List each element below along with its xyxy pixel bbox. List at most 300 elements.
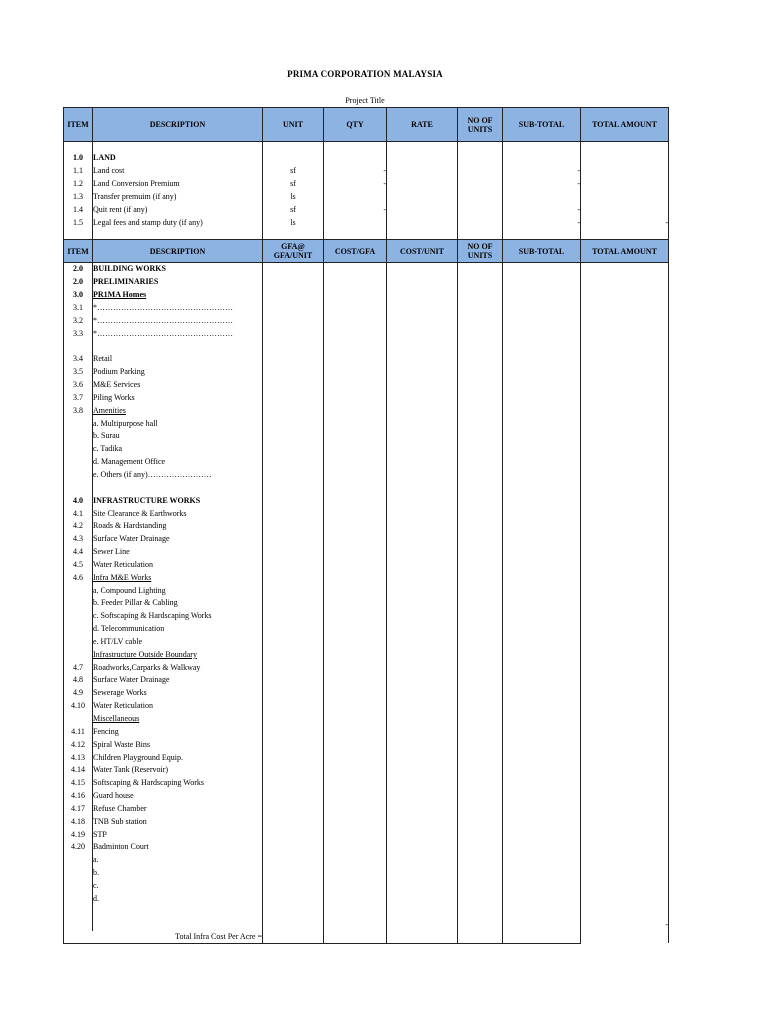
description-text: d. Management Office [93, 457, 166, 467]
subtotal-cell [503, 494, 581, 507]
table-row [64, 417, 669, 430]
total-cell [581, 546, 669, 559]
description-text: INFRASTRUCTURE WORKS [93, 495, 201, 505]
gfa-cell [263, 777, 324, 790]
empty-cell [387, 142, 458, 153]
gfa-cell [263, 623, 324, 636]
gfa-cell [263, 892, 324, 905]
table-row [64, 276, 669, 289]
item-number [64, 443, 93, 456]
cost-gfa-cell [324, 417, 387, 430]
item-number [64, 430, 93, 443]
unit-cell: sf [263, 203, 324, 216]
gfa-cell [263, 636, 324, 649]
table-row [64, 546, 669, 559]
units-cell [458, 494, 503, 507]
subtotal-cell [503, 456, 581, 469]
gfa-cell [263, 481, 324, 494]
total-cell [581, 191, 669, 204]
cost-unit-cell [387, 790, 458, 803]
item-number: 4.13 [64, 751, 93, 764]
item-number: 1.4 [64, 203, 93, 216]
table-row [64, 623, 669, 636]
item-description [93, 597, 263, 610]
item-description [93, 327, 263, 340]
item-description: Quit rent (if any) [93, 203, 263, 216]
units-cell [458, 636, 503, 649]
gfa-cell [263, 558, 324, 571]
subtotal-cell [503, 636, 581, 649]
item-description [93, 828, 263, 841]
empty-cell [503, 229, 581, 240]
qty-cell [324, 216, 387, 229]
table-row [64, 366, 669, 379]
total-cell [581, 302, 669, 315]
gfa-cell [263, 314, 324, 327]
item-number: 2.0 [64, 276, 93, 289]
cost-unit-cell [387, 841, 458, 854]
subtotal-cell [503, 725, 581, 738]
description-text: a. Compound Lighting [93, 585, 166, 595]
item-description: LAND [93, 152, 263, 165]
total-cell [581, 469, 669, 482]
table-row [64, 661, 669, 674]
total-cell [581, 392, 669, 405]
description-text: TNB Sub station [93, 816, 147, 826]
rate-cell [387, 191, 458, 204]
table-row [64, 152, 669, 165]
total-cell [581, 764, 669, 777]
item-description: Transfer premuim (if any) [93, 191, 263, 204]
cost-unit-cell [387, 571, 458, 584]
rate-cell [387, 152, 458, 165]
cost-unit-cell [387, 507, 458, 520]
table-row [64, 392, 669, 405]
table-row [64, 481, 669, 494]
description-text: Infrastructure Outside Boundary [93, 649, 197, 659]
cost-unit-cell [387, 751, 458, 764]
cost-unit-cell [387, 918, 458, 931]
item-number [64, 417, 93, 430]
description-text: PRELIMINARIES [93, 277, 159, 287]
empty-cell [458, 142, 503, 153]
gfa-cell [263, 494, 324, 507]
header-item: ITEM [64, 108, 93, 142]
header-unit: UNIT [263, 108, 324, 142]
cost-gfa-cell [324, 507, 387, 520]
table-row [64, 713, 669, 726]
subtotal-cell [503, 764, 581, 777]
item-description [93, 276, 263, 289]
total-cell [581, 880, 669, 893]
units-cell [458, 191, 503, 204]
document-title: PRIMA CORPORATION MALAYSIA [287, 69, 443, 79]
cost-unit-cell [387, 584, 458, 597]
gfa-cell [263, 725, 324, 738]
subtotal-cell [503, 289, 581, 302]
cost-unit-cell [387, 700, 458, 713]
qty-cell: - [324, 165, 387, 178]
subtotal-cell [503, 648, 581, 661]
subtotal-cell [503, 263, 581, 276]
item-number [64, 713, 93, 726]
total-cell [581, 314, 669, 327]
description-text: c. Tadika [93, 444, 123, 454]
item-description [93, 892, 263, 905]
total-cell [581, 178, 669, 191]
item-description [93, 456, 263, 469]
cost-unit-cell [387, 931, 458, 944]
item-description [93, 764, 263, 777]
description-text: e. Others (if any)…………………… [93, 469, 212, 479]
cost-gfa-cell [324, 700, 387, 713]
cost-gfa-cell [324, 918, 387, 931]
description-text: Infra M&E Works [93, 572, 152, 582]
qty-cell: - [324, 203, 387, 216]
cost-unit-cell [387, 404, 458, 417]
cost-gfa-cell [324, 520, 387, 533]
subtotal-cell [503, 191, 581, 204]
subtotal-cell [503, 327, 581, 340]
units-cell [458, 379, 503, 392]
cost-gfa-cell [324, 803, 387, 816]
cost-gfa-cell [324, 687, 387, 700]
gfa-cell [263, 546, 324, 559]
cost-gfa-cell [324, 340, 387, 353]
qty-cell: - [324, 178, 387, 191]
units-cell [458, 340, 503, 353]
item-description [93, 623, 263, 636]
table-row [64, 203, 669, 216]
unit-cell: ls [263, 191, 324, 204]
units-cell [458, 790, 503, 803]
item-number: 3.3 [64, 327, 93, 340]
subtotal-cell [503, 854, 581, 867]
total-cell [581, 276, 669, 289]
item-number: 4.7 [64, 661, 93, 674]
total-cell [581, 165, 669, 178]
total-cell [581, 892, 669, 905]
table-row [64, 918, 669, 931]
cost-gfa-cell [324, 533, 387, 546]
table-row [64, 828, 669, 841]
item-number: 4.2 [64, 520, 93, 533]
empty-cell [458, 229, 503, 240]
cost-gfa-cell [324, 648, 387, 661]
item-number [64, 340, 93, 353]
gfa-cell [263, 700, 324, 713]
unit-cell: sf [263, 165, 324, 178]
units-cell [458, 661, 503, 674]
item-description [93, 700, 263, 713]
table-row [64, 558, 669, 571]
item-description [93, 430, 263, 443]
units-cell [458, 353, 503, 366]
units-cell [458, 738, 503, 751]
total-cell [581, 713, 669, 726]
item-number: 4.9 [64, 687, 93, 700]
item-description [93, 674, 263, 687]
total-cell [581, 623, 669, 636]
gfa-cell [263, 340, 324, 353]
item-description [93, 481, 263, 494]
item-number: 4.1 [64, 507, 93, 520]
subtotal-cell [503, 790, 581, 803]
item-number: 3.5 [64, 366, 93, 379]
units-cell [458, 905, 503, 918]
item-description [93, 880, 263, 893]
cost-gfa-cell [324, 469, 387, 482]
table-row [64, 314, 669, 327]
cost-unit-cell [387, 764, 458, 777]
cost-gfa-cell [324, 636, 387, 649]
table-row [64, 597, 669, 610]
gfa-cell [263, 571, 324, 584]
total-cell [581, 661, 669, 674]
units-cell [458, 481, 503, 494]
cost-gfa-cell [324, 289, 387, 302]
cost-gfa-cell [324, 867, 387, 880]
description-text: a. [93, 855, 99, 865]
units-cell [458, 610, 503, 623]
table-row [64, 790, 669, 803]
description-text: b. Surau [93, 431, 120, 441]
cost-unit-cell [387, 558, 458, 571]
item-number [64, 905, 93, 918]
cost-gfa-cell [324, 623, 387, 636]
units-cell [458, 216, 503, 229]
description-text: d. Telecommunication [93, 624, 165, 634]
item-description [93, 443, 263, 456]
cost-gfa-cell [324, 314, 387, 327]
units-cell [458, 648, 503, 661]
subtotal-cell [503, 597, 581, 610]
item-number: 3.1 [64, 302, 93, 315]
total-cell [581, 738, 669, 751]
cost-unit-cell [387, 366, 458, 379]
item-number: 4.18 [64, 815, 93, 828]
item-number: 3.8 [64, 404, 93, 417]
item-description [93, 353, 263, 366]
header-row [64, 240, 669, 263]
item-number: 3.7 [64, 392, 93, 405]
cost-gfa-cell [324, 610, 387, 623]
item-description: Land Conversion Premium [93, 178, 263, 191]
description-text: Sewerage Works [93, 688, 147, 698]
item-description [93, 289, 263, 302]
total-cell [581, 777, 669, 790]
cost-unit-cell [387, 597, 458, 610]
header-sub-total: SUB-TOTAL [503, 108, 581, 142]
cost-gfa-cell [324, 661, 387, 674]
table-row [64, 216, 669, 229]
units-cell [458, 203, 503, 216]
units-cell [458, 713, 503, 726]
gfa-cell [263, 905, 324, 918]
units-cell [458, 520, 503, 533]
subtotal-cell [503, 558, 581, 571]
cost-unit-cell [387, 302, 458, 315]
subtotal-cell [503, 379, 581, 392]
cost-unit-cell [387, 687, 458, 700]
item-description [93, 713, 263, 726]
cost-unit-cell [387, 456, 458, 469]
description-text: Children Playground Equip. [93, 752, 183, 762]
subtotal-cell [503, 417, 581, 430]
table-row [64, 379, 669, 392]
cost-gfa-cell [324, 571, 387, 584]
cost-unit-cell [387, 892, 458, 905]
item-description [93, 905, 263, 918]
cost-gfa-cell [324, 327, 387, 340]
cost-unit-cell [387, 674, 458, 687]
description-text: Roads & Hardstanding [93, 521, 167, 531]
item-description [93, 854, 263, 867]
item-description [93, 314, 263, 327]
subtotal-cell [503, 892, 581, 905]
subtotal-cell: - [503, 203, 581, 216]
gfa-cell [263, 738, 324, 751]
item-description [93, 546, 263, 559]
subtotal-cell [503, 584, 581, 597]
description-text: e. HT/LV cable [93, 636, 143, 646]
total-cell: - [581, 216, 669, 229]
item-description [93, 417, 263, 430]
description-text: b. Feeder Pillar & Cabling [93, 598, 178, 608]
description-text: Podium Parking [93, 367, 145, 377]
gfa-cell [263, 404, 324, 417]
item-number: 4.12 [64, 738, 93, 751]
item-number [64, 636, 93, 649]
units-cell [458, 854, 503, 867]
gfa-cell [263, 392, 324, 405]
subtotal-cell: - [503, 216, 581, 229]
item-number: 4.6 [64, 571, 93, 584]
total-cell [581, 289, 669, 302]
cost-unit-cell [387, 314, 458, 327]
total-cell [581, 841, 669, 854]
total-cell [581, 674, 669, 687]
subtotal-cell [503, 571, 581, 584]
cost-unit-cell [387, 520, 458, 533]
cost-gfa-cell [324, 584, 387, 597]
gfa-cell [263, 854, 324, 867]
item-description [93, 558, 263, 571]
header-row [64, 108, 669, 142]
subtotal-cell [503, 366, 581, 379]
units-cell [458, 571, 503, 584]
units-cell [458, 725, 503, 738]
units-cell [458, 584, 503, 597]
table-row [64, 302, 669, 315]
cost-unit-cell [387, 713, 458, 726]
units-cell [458, 507, 503, 520]
item-description [93, 841, 263, 854]
cost-unit-cell [387, 443, 458, 456]
subtotal-cell [503, 803, 581, 816]
header-unit: GFA@ GFA/UNIT [263, 240, 324, 263]
units-cell [458, 867, 503, 880]
gfa-cell [263, 443, 324, 456]
table-row [64, 340, 669, 353]
item-number: 1.2 [64, 178, 93, 191]
units-cell [458, 880, 503, 893]
unit-cell: sf [263, 178, 324, 191]
item-number: 4.20 [64, 841, 93, 854]
subtotal-cell [503, 302, 581, 315]
units-cell [458, 456, 503, 469]
empty-cell [263, 142, 324, 153]
cost-gfa-cell [324, 443, 387, 456]
item-description [93, 379, 263, 392]
total-cell [581, 327, 669, 340]
table-row [64, 469, 669, 482]
description-text: Water Reticulation [93, 559, 153, 569]
item-description [93, 520, 263, 533]
subtotal-cell [503, 674, 581, 687]
gfa-cell [263, 803, 324, 816]
description-text: Badminton Court [93, 842, 149, 852]
total-cell [581, 854, 669, 867]
cost-unit-cell [387, 725, 458, 738]
cost-gfa-cell [324, 546, 387, 559]
table-row [64, 520, 669, 533]
item-description: Land cost [93, 165, 263, 178]
subtotal-cell: - [503, 165, 581, 178]
total-cell [581, 648, 669, 661]
total-cell [581, 443, 669, 456]
spacer-row [64, 229, 669, 240]
cost-gfa-cell [324, 777, 387, 790]
empty-cell [387, 229, 458, 240]
total-cell [581, 867, 669, 880]
item-description [93, 725, 263, 738]
cost-gfa-cell [324, 725, 387, 738]
total-cell [581, 700, 669, 713]
subtotal-cell [503, 905, 581, 918]
cost-unit-cell [387, 636, 458, 649]
description-text: b. [93, 868, 99, 878]
cost-gfa-cell [324, 764, 387, 777]
subtotal-cell [503, 931, 581, 944]
units-cell [458, 404, 503, 417]
units-cell [458, 815, 503, 828]
item-number: 4.4 [64, 546, 93, 559]
item-number: 3.4 [64, 353, 93, 366]
subtotal-cell [503, 353, 581, 366]
item-number: 1.5 [64, 216, 93, 229]
units-cell [458, 392, 503, 405]
item-description [93, 648, 263, 661]
empty-cell [324, 229, 387, 240]
item-description [93, 636, 263, 649]
cost-gfa-cell [324, 880, 387, 893]
subtotal-cell [503, 661, 581, 674]
header-description: DESCRIPTION [93, 240, 263, 263]
cost-gfa-cell [324, 905, 387, 918]
empty-cell [64, 229, 93, 240]
subtotal-cell [503, 751, 581, 764]
gfa-cell [263, 687, 324, 700]
total-cell [581, 815, 669, 828]
item-number: 3.0 [64, 289, 93, 302]
table-row [64, 571, 669, 584]
empty-cell [93, 229, 263, 240]
cost-gfa-cell [324, 892, 387, 905]
cost-gfa-cell [324, 456, 387, 469]
units-cell [458, 533, 503, 546]
total-cell [581, 404, 669, 417]
